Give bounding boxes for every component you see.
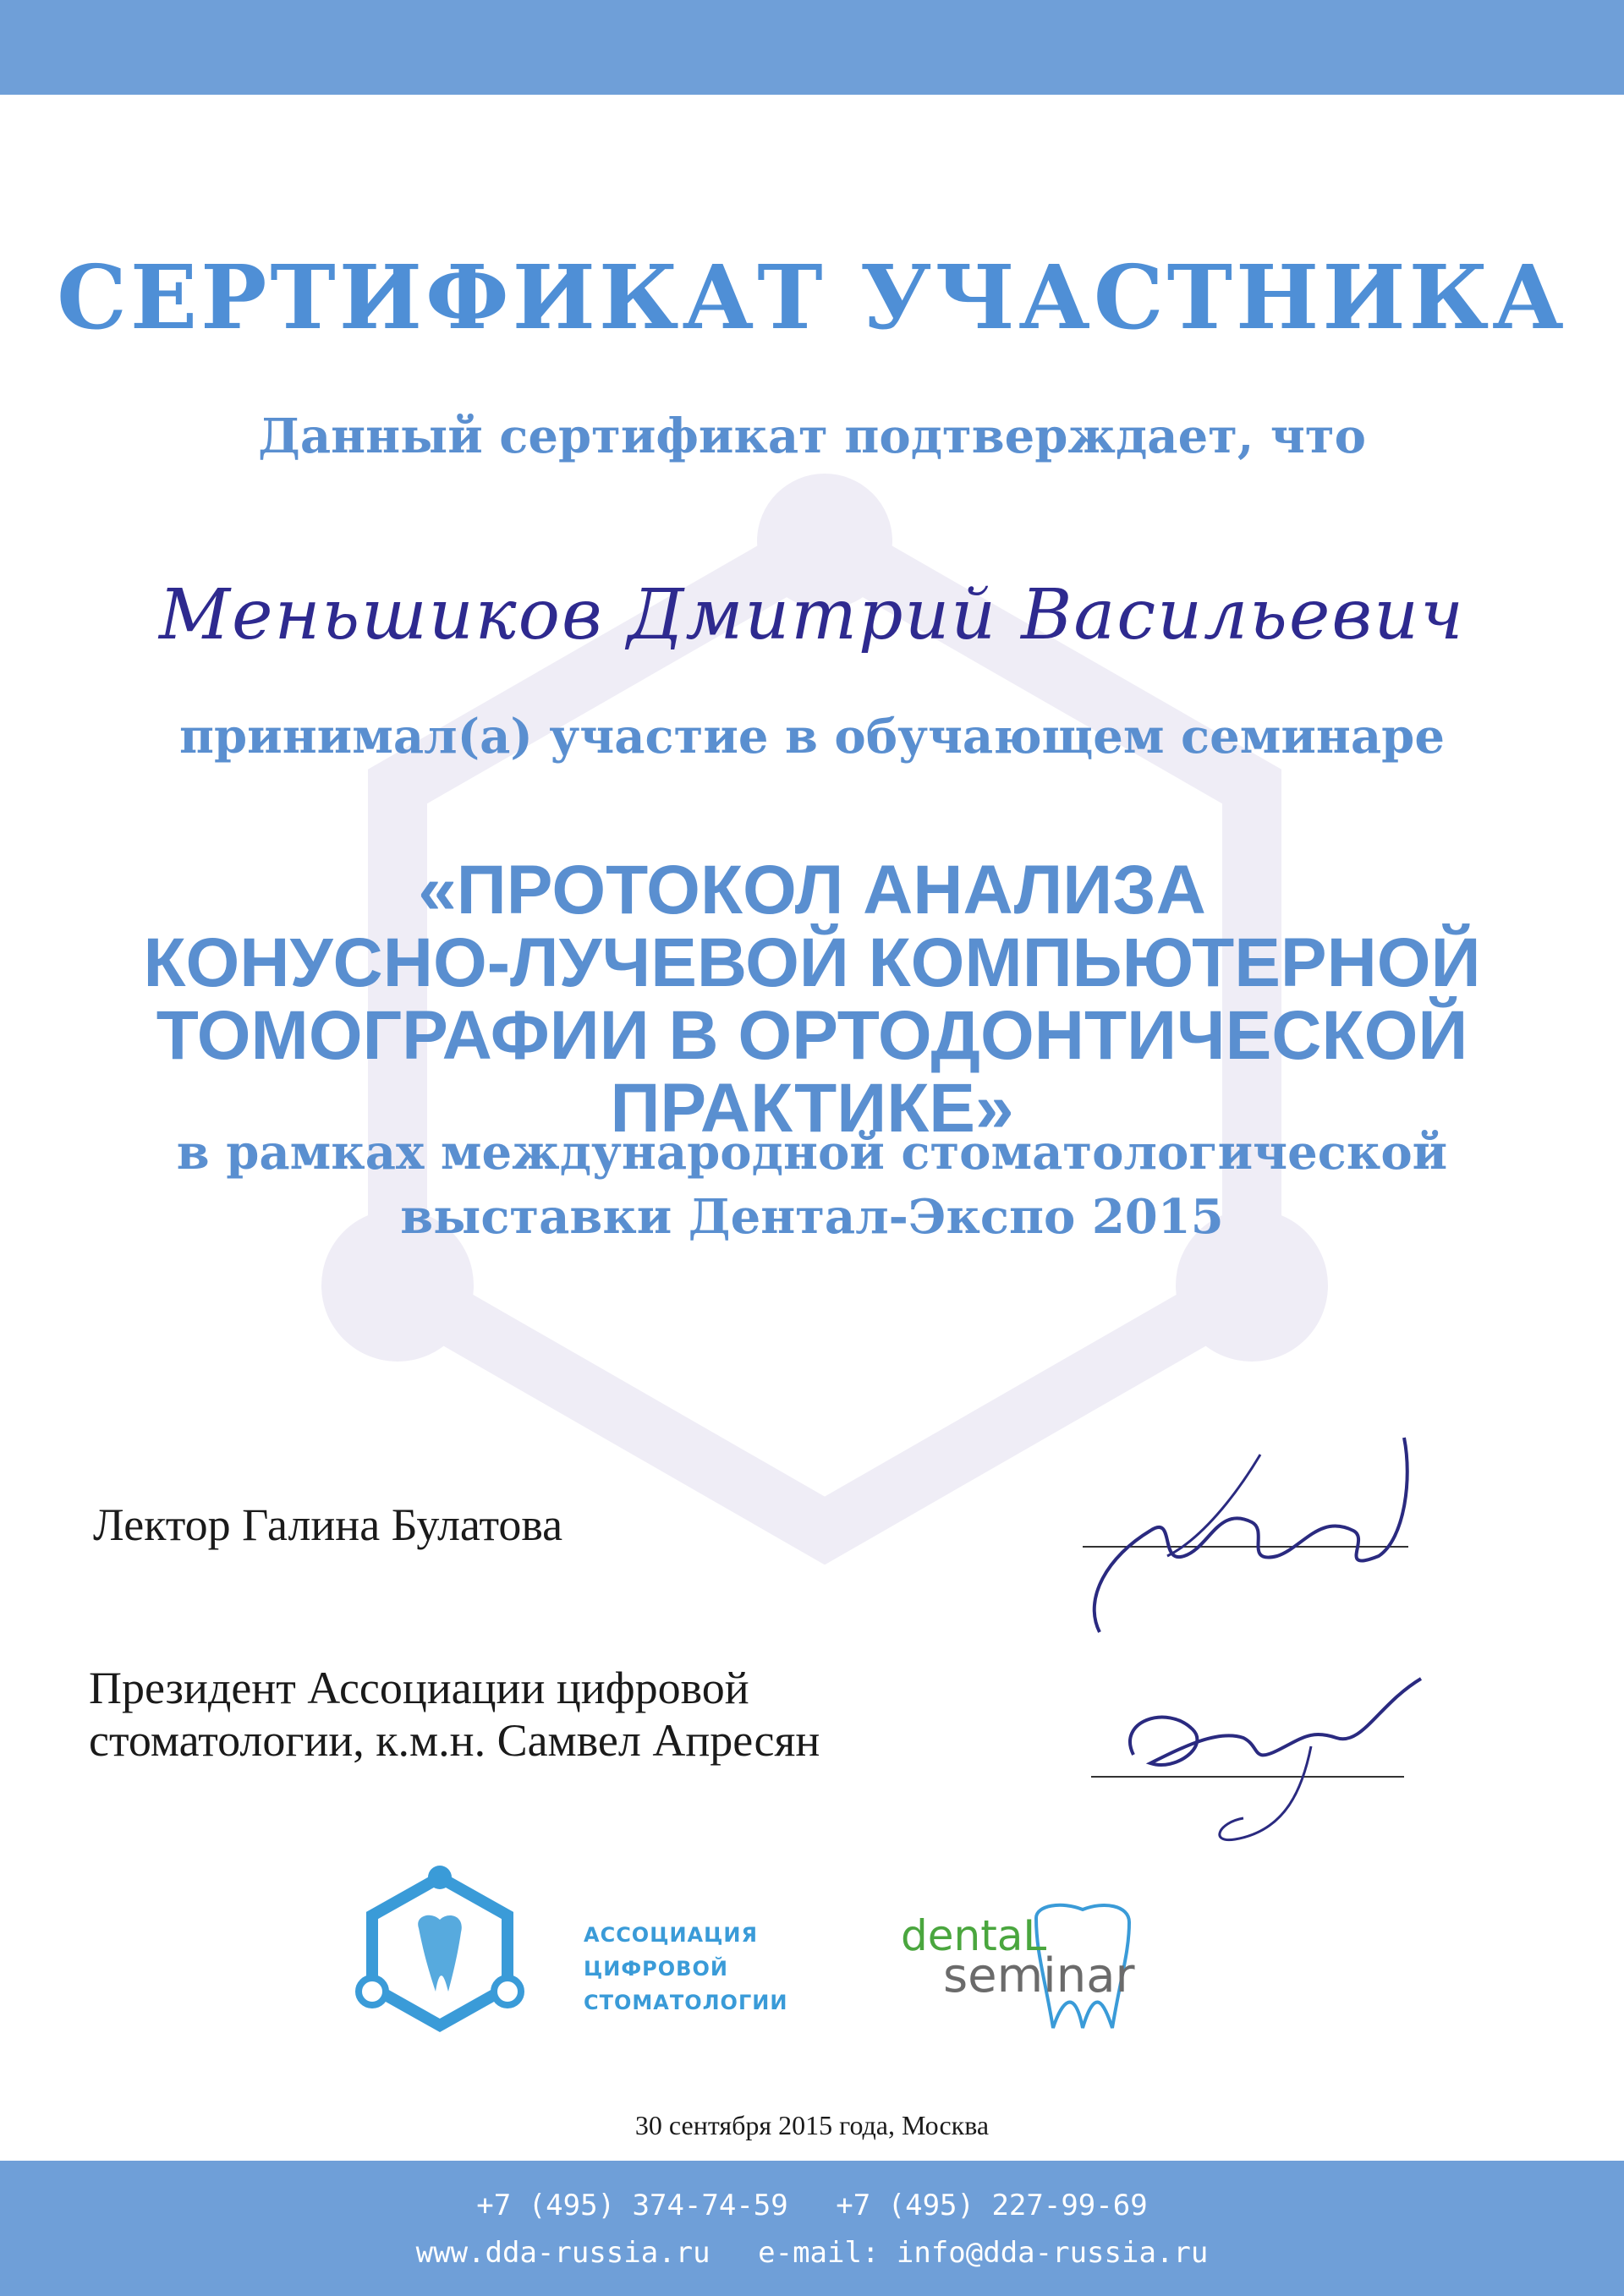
participant-name: Меньшиков Дмитрий Васильевич [159,575,1465,655]
certificate-subtitle: Данный сертификат подтверждает, что [258,408,1366,464]
email-link[interactable]: e-mail: info@dda-russia.ru [758,2236,1209,2270]
president-signature [1100,1670,1438,1848]
seminar-title-line: ТОМОГРАФИИ В ОРТОДОНТИЧЕСКОЙ [156,997,1468,1074]
seminar-title-line: КОНУСНО-ЛУЧЕВОЙ КОМПЬЮТЕРНОЙ [143,924,1481,1001]
date-place: 30 сентября 2015 года, Москва [634,2110,990,2140]
participation-text: принимал(а) участие в обучающем семинаре [179,709,1445,764]
certificate-title: СЕРТИФИКАТ УЧАСТНИКА [57,245,1567,349]
event-context-line: выставки Дентал-Экспо 2015 [400,1189,1224,1245]
phone-2: +7 (495) 227-99-69 [836,2189,1148,2222]
association-name-line: АССОЦИАЦИЯ [584,1923,758,1947]
lecturer-label: Лектор Галина Булатова [93,1499,563,1550]
president-label-line: стоматологии, к.м.н. Самвел Апресян [89,1715,820,1766]
association-logo-icon [347,1865,533,2034]
seminar-title-line: «ПРОТОКОЛ АНАЛИЗА [418,852,1206,929]
president-label [89,1662,820,1767]
top-color-band [0,0,1624,95]
contact-info [0,2182,1624,2277]
association-name [584,1918,787,2019]
president-label-line: Президент Ассоциации цифровой [89,1663,749,1713]
association-name-line: ЦИФРОВОЙ [584,1957,728,1981]
lecturer-signature [1049,1429,1438,1649]
phone-1: +7 (495) 374-74-59 [476,2189,788,2222]
event-context [0,1121,1624,1249]
event-context-line: в рамках международной стоматологической [176,1125,1448,1181]
dental-word: dentaL [901,1911,1047,1960]
seminar-title-line: ПРАКТИКЕ» [610,1070,1014,1147]
website-link[interactable]: www.dda-russia.ru [415,2236,710,2270]
seminar-word: seminar [943,1948,1135,2003]
dental-seminar-logo [901,1901,1188,2036]
seminar-title [0,854,1624,1145]
association-name-line: СТОМАТОЛОГИИ [584,1991,788,2014]
